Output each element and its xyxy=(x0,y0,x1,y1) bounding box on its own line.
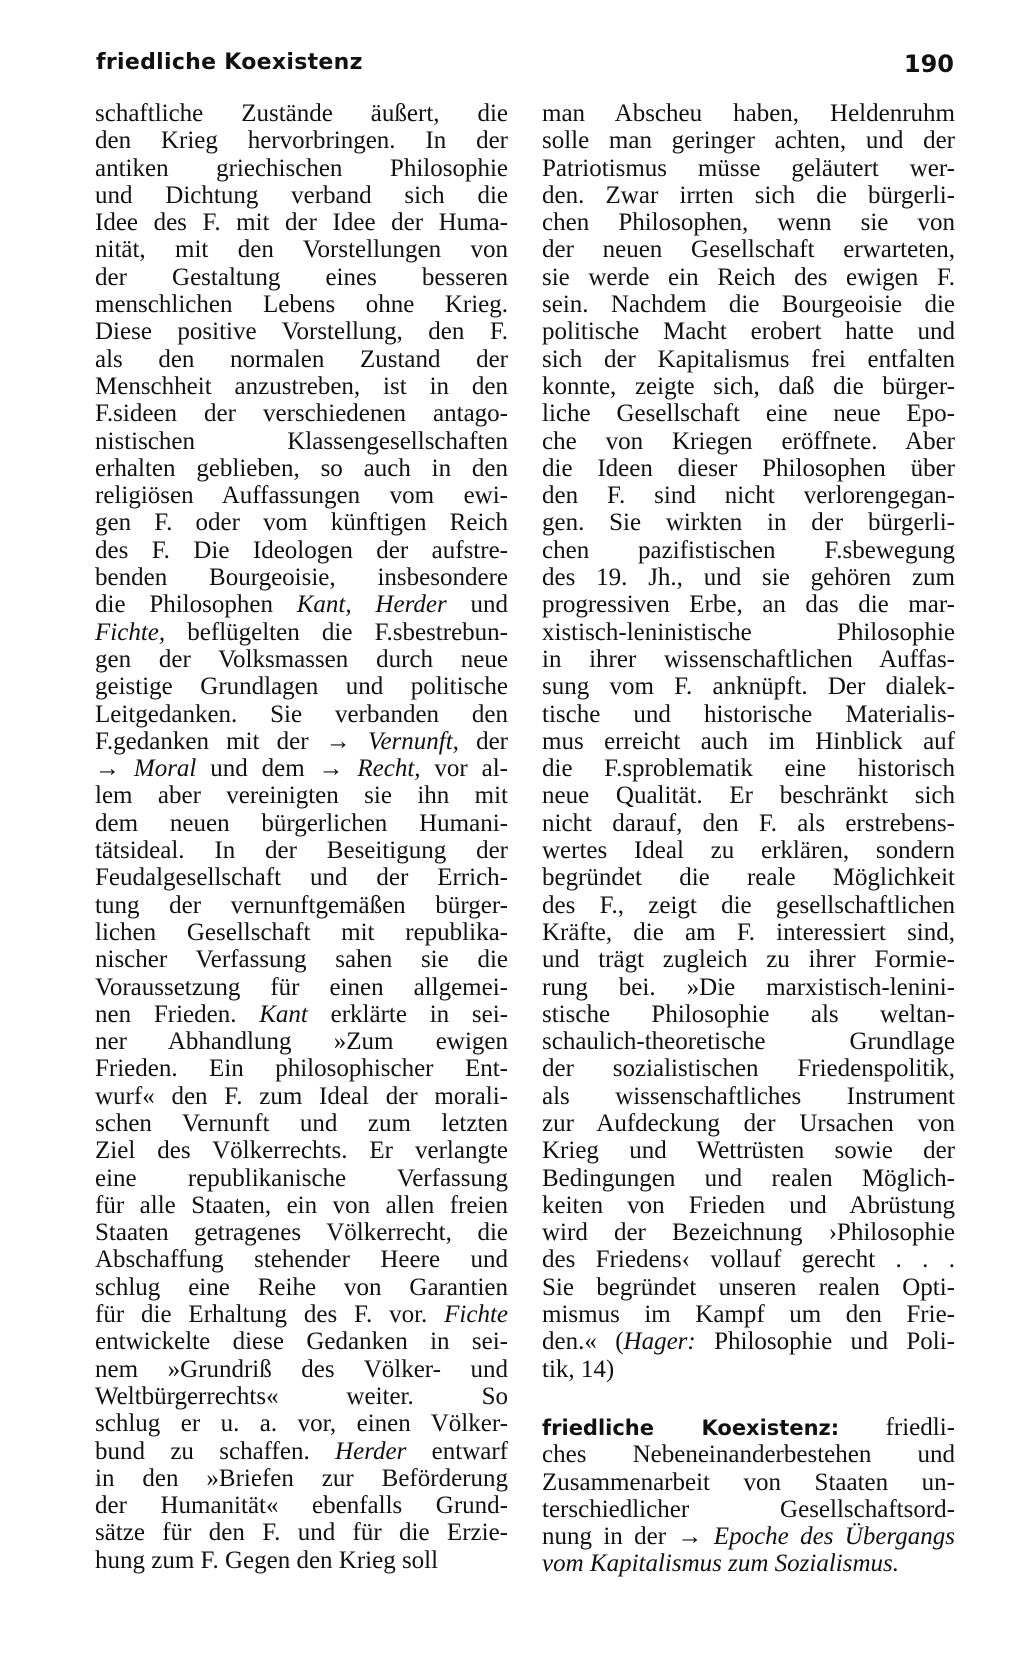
text-line: ner Abhandlung »Zum ewigen xyxy=(95,1028,508,1056)
text-line: als den normalen Zustand der xyxy=(95,345,508,373)
text-line: Menschheit anzustreben, ist in den xyxy=(95,372,508,400)
text-line: in ihrer wissenschaftlichen Auffas- xyxy=(542,645,955,673)
text-line: schlug er u. a. vor, einen Völker- xyxy=(95,1410,508,1438)
italic-term: Vernunft, xyxy=(367,727,459,755)
text-line: mus erreicht auch im Hinblick auf xyxy=(542,727,955,755)
text-line: sich der Kapitalismus frei entfalten xyxy=(542,345,955,373)
text-line: tung der vernunftgemäßen bürger- xyxy=(95,891,508,919)
text-line: konnte, zeigte sich, daß die bürger- xyxy=(542,372,955,400)
text-line: Ziel des Völkerrechts. Er verlangte xyxy=(95,1137,508,1165)
text-segment: und xyxy=(446,591,508,619)
text-segment: für die Erhaltung des F. vor. xyxy=(95,1301,445,1329)
text-line: nischer Verfassung sahen sie die xyxy=(95,946,508,974)
text-line: sätze für den F. und für die Erzie- xyxy=(95,1519,508,1547)
text-segment: F.gedanken mit der → xyxy=(95,727,368,755)
text-line: keiten von Frieden und Abrüstung xyxy=(542,1191,955,1219)
text-segment: die Philosophen xyxy=(95,591,297,619)
text-segment: entwarf xyxy=(406,1437,508,1465)
text-line: Staaten getragenes Völkerrecht, die xyxy=(95,1219,508,1247)
text-line: Voraussetzung für einen allgemei- xyxy=(95,973,508,1001)
text-line: gen. Sie wirkten in der bürgerli- xyxy=(542,509,955,537)
text-line: nität, mit den Vorstellungen von xyxy=(95,236,508,264)
text-line: geistige Grundlagen und politische xyxy=(95,673,508,701)
italic-term: Kant xyxy=(259,1000,308,1028)
text-segment: Philosophie und Poli- xyxy=(695,1328,956,1356)
text-line: und trägt zugleich zu ihrer Formie- xyxy=(542,946,955,974)
text-line: erhalten geblieben, so auch in den xyxy=(95,454,508,482)
text-line: menschlichen Lebens ohne Krieg. xyxy=(95,291,508,319)
text-line: gen F. oder vom künftigen Reich xyxy=(95,509,508,537)
text-line: sung vom F. anknüpft. Der dialek- xyxy=(542,673,955,701)
text-segment: nen Frieden. xyxy=(95,1000,260,1028)
text-line: Zusammenarbeit von Staaten un- xyxy=(542,1468,955,1496)
text-line: antiken griechischen Philosophie xyxy=(95,154,508,182)
text-line: tätsideal. In der Beseitigung der xyxy=(95,837,508,865)
text-line: des 19. Jh., und sie gehören zum xyxy=(542,564,955,592)
italic-term: Fichte xyxy=(444,1301,508,1329)
text-segment: vor al- xyxy=(420,755,508,783)
text-line: wertes Ideal zu erklären, sondern xyxy=(542,837,955,865)
text-line: Patriotismus müsse geläutert wer- xyxy=(542,154,955,182)
running-head: friedliche Koexistenz xyxy=(96,50,363,75)
text-line xyxy=(95,619,508,646)
text-line: xistisch-leninistische Philosophie xyxy=(542,618,955,646)
text-line: chen Philosophen, wenn sie von xyxy=(542,209,955,237)
text-line: solle man geringer achten, und der xyxy=(542,127,955,155)
text-line: Diese positive Vorstellung, den F. xyxy=(95,318,508,346)
text-segment: der xyxy=(458,727,509,755)
text-line: stische Philosophie als weltan- xyxy=(542,1000,955,1028)
text-line: benden Bourgeoisie, insbesondere xyxy=(95,564,508,592)
text-line: hung zum F. Gegen den Krieg soll xyxy=(95,1546,439,1574)
text-line xyxy=(542,1328,955,1355)
text-line: lem aber vereinigten sie ihn mit xyxy=(95,782,508,810)
text-line: F.sideen der verschiedenen antago- xyxy=(95,400,508,428)
text-line: nistischen Klassengesellschaften xyxy=(95,427,508,455)
text-line: sie werde ein Reich des ewigen F. xyxy=(542,263,955,291)
text-line xyxy=(95,728,508,755)
text-line xyxy=(542,1523,955,1550)
text-line: in den »Briefen zur Beförderung xyxy=(95,1464,508,1492)
text-line: des F. Die Ideologen der aufstre- xyxy=(95,536,508,564)
text-line: che von Kriegen eröffnete. Aber xyxy=(542,427,955,455)
left-column xyxy=(95,100,508,1574)
italic-term: Epoche des Übergangs xyxy=(713,1523,955,1551)
text-line xyxy=(542,1414,955,1441)
text-line: schaftliche Zustände äußert, die xyxy=(95,100,508,127)
text-line: schlug eine Reihe von Garantien xyxy=(95,1273,508,1301)
text-line: für alle Staaten, ein von allen freien xyxy=(95,1191,508,1219)
text-line: Idee des F. mit der Idee der Huma- xyxy=(95,209,508,237)
text-line: die F.sproblematik eine historisch xyxy=(542,755,955,783)
text-line: religiösen Auffassungen vom ewi- xyxy=(95,482,508,510)
italic-term: Hager: xyxy=(623,1328,696,1356)
text-line: Frieden. Ein philosophischer Ent- xyxy=(95,1055,508,1083)
text-line: der Humanität« ebenfalls Grund- xyxy=(95,1492,508,1520)
text-segment: nung in der → xyxy=(542,1523,714,1551)
text-line: Feudalgesellschaft und der Errich- xyxy=(95,864,508,892)
text-line: eine republikanische Verfassung xyxy=(95,1164,508,1192)
text-line: zur Aufdeckung der Ursachen von xyxy=(542,1109,955,1137)
text-line: als wissenschaftliches Instrument xyxy=(542,1082,955,1110)
text-line: schaulich-theoretische Grundlage xyxy=(542,1028,955,1056)
text-line: der sozialistischen Friedenspolitik, xyxy=(542,1055,955,1083)
text-line: begründet die reale Möglichkeit xyxy=(542,864,955,892)
text-line: terschiedlicher Gesellschaftsord- xyxy=(542,1495,955,1523)
text-line: mismus im Kampf um den Frie- xyxy=(542,1301,955,1329)
text-line: gen der Volksmassen durch neue xyxy=(95,645,508,673)
text-line: tische und historische Materialis- xyxy=(542,700,955,728)
text-line: neue Qualität. Er beschränkt sich xyxy=(542,782,955,810)
italic-term: Recht, xyxy=(357,755,421,783)
text-line xyxy=(95,591,508,618)
text-line: man Abscheu haben, Heldenruhm xyxy=(542,100,955,127)
text-line: wird der Bezeichnung ›Philosophie xyxy=(542,1219,955,1247)
text-line: Leitgedanken. Sie verbanden den xyxy=(95,700,508,728)
text-line: der neuen Gesellschaft erwarteten, xyxy=(542,236,955,264)
italic-term: vom Kapitalismus zum Sozialismus. xyxy=(542,1550,899,1578)
text-segment: den.« ( xyxy=(542,1328,624,1356)
entry-gap xyxy=(542,1383,955,1414)
italic-term: Kant, Herder xyxy=(296,591,447,619)
text-line: rung bei. »Die marxistisch-lenini- xyxy=(542,973,955,1001)
text-line: liche Gesellschaft eine neue Epo- xyxy=(542,400,955,428)
text-line: lichen Gesellschaft mit republika- xyxy=(95,918,508,946)
text-line xyxy=(95,755,508,782)
text-line: und Dichtung verband sich die xyxy=(95,181,508,209)
text-line: Abschaffung stehender Heere und xyxy=(95,1246,508,1274)
text-line: progressiven Erbe, an das die mar- xyxy=(542,591,955,619)
text-line: den Krieg hervorbringen. In der xyxy=(95,127,508,155)
entry-keyword: friedliche Koexistenz: xyxy=(542,1415,840,1440)
text-segment: erklärte in sei- xyxy=(307,1000,509,1028)
text-line: entwickelte diese Gedanken in sei- xyxy=(95,1328,508,1356)
text-line: den. Zwar irrten sich die bürgerli- xyxy=(542,181,955,209)
text-line: Kräfte, die am F. interessiert sind, xyxy=(542,918,955,946)
text-line xyxy=(542,1550,955,1577)
text-line: Weltbürgerrechts« weiter. So xyxy=(95,1382,508,1410)
text-segment: friedli- xyxy=(839,1413,955,1441)
text-line: dem neuen bürgerlichen Humani- xyxy=(95,809,508,837)
text-line: ches Nebeneinanderbestehen und xyxy=(542,1441,955,1469)
text-line: politische Macht erobert hatte und xyxy=(542,318,955,346)
text-line: des F., zeigt die gesellschaftlichen xyxy=(542,891,955,919)
text-line: Bedingungen und realen Möglich- xyxy=(542,1164,955,1192)
text-line: chen pazifistischen F.sbewegung xyxy=(542,536,955,564)
text-line: den F. sind nicht verlorengegan- xyxy=(542,482,955,510)
text-line xyxy=(95,1001,508,1028)
text-line: tik, 14) xyxy=(542,1355,615,1383)
text-line xyxy=(95,1301,508,1328)
text-line: wurf« den F. zum Ideal der morali- xyxy=(95,1082,508,1110)
page-number: 190 xyxy=(903,50,954,78)
text-segment: beflügelten die F.sbestrebun- xyxy=(165,618,508,646)
text-line: Krieg und Wettrüsten sowie der xyxy=(542,1137,955,1165)
text-line: des Friedens‹ vollauf gerecht . . . xyxy=(542,1246,955,1274)
text-line: nem »Grundriß des Völker- und xyxy=(95,1355,508,1383)
italic-term: Moral xyxy=(133,755,197,783)
text-segment: bund zu schaffen. xyxy=(95,1437,336,1465)
text-line: der Gestaltung eines besseren xyxy=(95,263,508,291)
text-segment: und dem → xyxy=(196,755,358,783)
text-line: sein. Nachdem die Bourgeoisie die xyxy=(542,291,955,319)
text-segment: → xyxy=(95,755,134,783)
italic-term: Herder xyxy=(335,1437,407,1465)
text-line xyxy=(95,1438,508,1465)
text-line: nicht darauf, den F. als erstrebens- xyxy=(542,809,955,837)
text-line: die Ideen dieser Philosophen über xyxy=(542,454,955,482)
italic-term: Fichte, xyxy=(95,618,166,646)
text-line: schen Vernunft und zum letzten xyxy=(95,1109,508,1137)
right-column xyxy=(542,100,955,1578)
text-line: Sie begründet unseren realen Opti- xyxy=(542,1273,955,1301)
